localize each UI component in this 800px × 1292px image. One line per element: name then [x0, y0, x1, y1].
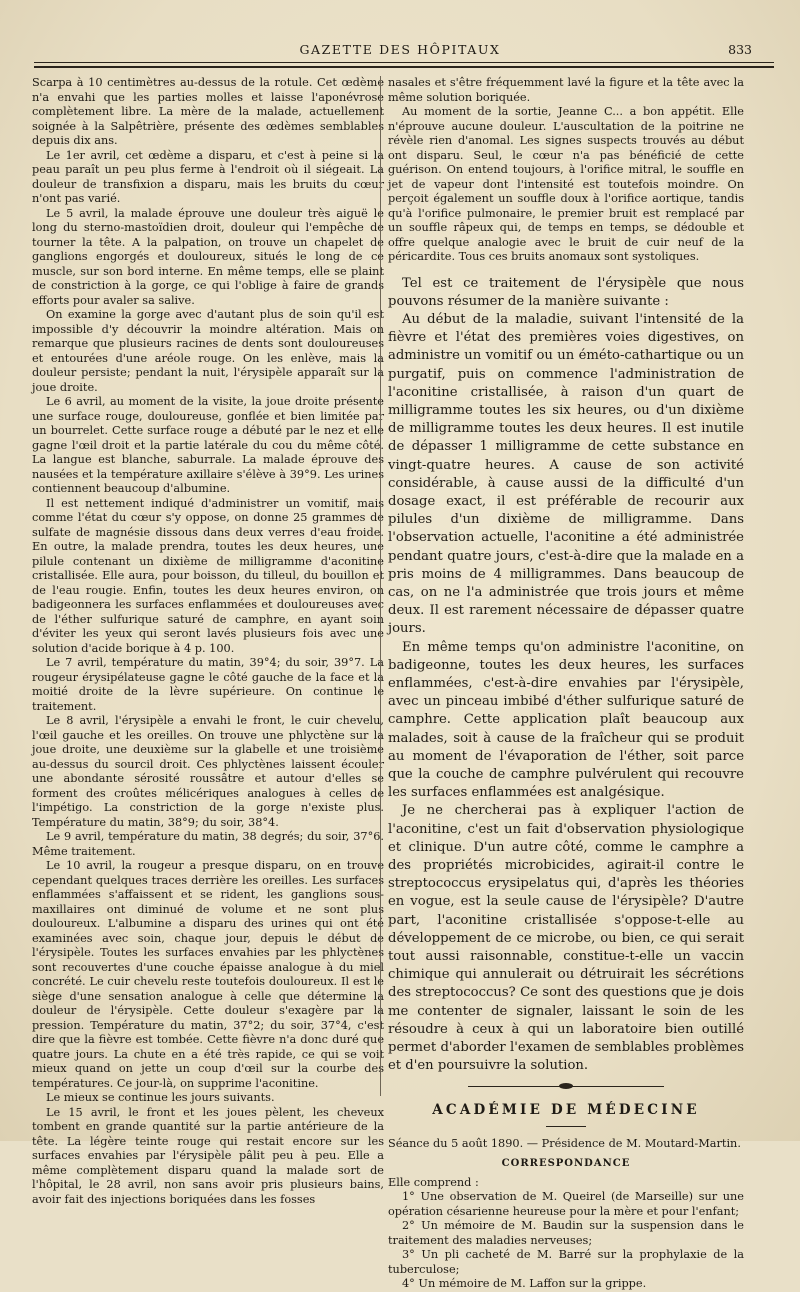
correspondence-item: 2° Un mémoire de M. Baudin sur la suspension dans le traitement des maladies nerveuses; — [388, 1219, 744, 1247]
section-ornament — [388, 1083, 744, 1091]
column-divider — [380, 76, 381, 1096]
paragraph: Je ne chercherai pas à expliquer l'action de l'aconitine, c'est un fait d'observation physiologique et clinique. D'un autre côté, comme le camphre a des propriétés microbicides, agirait-il contre le streptococcus erysipelatus qui, d'après les théories en vogue, est la seule cause de l'érysipèle? D'autre part, l'aconitine cristallisée s'oppose-t-elle au développement de ce microbe, ou bien, ce qui serait tout aussi raisonnable, constitue-t-elle un vaccin chimique qui annulerait ou détruirait les sécrétions des streptococcus? Ce sont des questions que je dois me contenter de signaler, laissant le soin de les résoudre à ceux à qui un laboratoire bien outillé permet d'aborder l'examen de semblables problèmes et d'en poursuivre la solution. — [388, 803, 744, 1074]
paragraph: Scarpa à 10 centimètres au-dessus de la rotule. Cet œdème n'a envahi que les parties molles et laisse l'aponévrose complètement libre. La mère de la malade, actuellement soignée à la Salpêtrière, présente des œdèmes semblables depuis dix ans. — [32, 76, 384, 147]
paragraph: Le mieux se continue les jours suivants. — [46, 1091, 275, 1104]
treatment-summary — [388, 275, 744, 1076]
journal-title: GAZETTE DES HÔPITAUX — [299, 42, 501, 57]
paragraph: Le 7 avril, température du matin, 39°4; du soir, 39°7. La rougeur érysipélateuse gagne le côté gauche de la face et la moitié droite de la lèvre supérieure. On continue le traitement. — [32, 656, 384, 713]
paragraph: Le 10 avril, la rougeur a presque disparu, on en trouve cependant quelques traces derrière les oreilles. Les surfaces enflammées s'affaissent et se rident, les ganglions sous-maxillaires ont diminué de volume et ne sont plus douloureux. L'albumine a disparu des urines qui ont été examinées avec soin, chaque jour, depuis le début de l'érysipèle. Toutes les surfaces envahies par les phlyctènes sont recouvertes d'une couche épaisse analogue à du miel concrété. Le cuir chevelu reste toutefois douloureux. Il est le siège d'une sensation analogue à celle que détermine la douleur de l'érysipèle. Cette douleur s'exagère par la pression. Température du matin, 37°2; du soir, 37°4, c'est dire que la fièvre est tombée. Cette fièvre n'a donc duré que quatre jours. La chute en a été très rapide, ce qui se voit mieux quand on jette un coup d'œil sur la courbe des températures. Ce jour-là, on supprime l'aconitine. — [32, 859, 384, 1090]
paragraph: Il est nettement indiqué d'administrer un vomitif, mais comme l'état du cœur s'y oppose, on donne 25 grammes de sulfate de magnésie dissous dans deux verres d'eau froide. En outre, la malade prendra, toutes les deux heures, une pilule contenant un dixième de milligramme d'aconitine cristallisée. Elle aura, pour boisson, du tilleul, du bouillon et de l'eau rougie. Enfin, toutes les deux heures environ, on badigeonnera les surfaces enflammées et douloureuses avec de l'éther sulfurique saturé de camphre, en ayant soin d'éviter les yeux qui seront lavés plusieurs fois avec une solution d'acide borique à 4 p. 100. — [32, 496, 384, 655]
paragraph: Le 15 avril, le front et les joues pèlent, les cheveux tombent en grande quantité sur la partie antérieure de la tête. La légère teinte rouge qui restait encore sur les surfaces envahies par l'érysipèle pâlit peu à peu. Elle a même complètement disparu quand la malade sort de l'hôpital, le 28 avril, non sans avoir pris plusieurs bains, avoir fait des injections boriquées dans les fosses — [32, 1105, 384, 1206]
paragraph: Le 5 avril, la malade éprouve une douleur très aiguë le long du sterno-mastoïdien droit, douleur qui l'empêche de tourner la tête. A la palpation, on trouve un chapelet de ganglions engorgés et douloureux, situés le long de ce muscle, sur son bord interne. En même temps, elle se plaint de constriction à la gorge, ce qui l'oblige à faire de grands efforts pour avaler sa salive. — [32, 206, 384, 307]
paragraph: En même temps qu'on administre l'aconitine, on badigeonne, toutes les deux heures, les surfaces enflammées, c'est-à-dire envahies par l'érysipèle, avec un pinceau imbibé d'éther sulfurique saturé de camphre. Cette application plaît beaucoup aux malades, soit à cause de la fraîcheur qui se produit au moment de l'évaporation de l'éther, soit parce que la couche de camphre pulvérulent qui recouvre les surfaces enflammées est analgésique. — [388, 639, 744, 801]
ornament-dot — [559, 1083, 573, 1089]
paragraph: Tel est ce traitement de l'érysipèle que nous pouvons résumer de la manière suivante : — [388, 275, 744, 309]
paragraph: Le 6 avril, au moment de la visite, la joue droite présente une surface rouge, douloureuse, gonflée et bien limitée par un bourrelet. Cette surface rouge a débuté par le nez et elle gagne l'œil droit et la partie latérale du cou du même côté. La langue est blanche, saburrale. La malade éprouve des nausées et la température axillaire s'élève à 39°9. Les urines contiennent beaucoup d'albumine. — [32, 395, 384, 495]
header-rule-thick — [34, 66, 774, 68]
page-header — [36, 38, 764, 60]
paragraph: On examine la gorge avec d'autant plus de soin qu'il est impossible d'y découvrir la moindre altération. Mais on remarque que plusieurs racines de dents sont douloureuses et entourées d'une aréole rouge. On les enlève, mais la douleur persiste; pendant la nuit, l'érysipèle apparaît sur la joue droite. — [32, 308, 384, 394]
paragraph: Au moment de la sortie, Jeanne C... a bon appétit. Elle n'éprouve aucune douleur. L'auscultation de la poitrine ne révèle rien d'anomal. Les signes suspects trouvés au début ont disparu. Seul, le cœur n'a pas bénéficié de cette guérison. On entend toujours, à l'orifice mitral, le souffle en jet de vapeur dont l'intensité est toutefois moindre. On perçoit également un souffle doux à l'orifice aortique, tandis qu'à l'orifice pulmonaire, le premier bruit est remplacé par un souffle râpeux qui, de temps en temps, se dédouble et offre quelque analogie avec le bruit de cuir neuf de la péricardite. Tous ces bruits anomaux sont systoliques. — [388, 105, 744, 263]
paragraph: Le 1er avril, cet œdème a disparu, et c'est à peine si la peau paraît un peu plus ferme à l'endroit où il siégeait. La douleur de transfixion a disparu, mais les bruits du cœur n'ont pas varié. — [32, 148, 384, 205]
session-line: Séance du 5 août 1890. — Présidence de M. Moutard-Martin. — [388, 1136, 741, 1150]
header-rule-thin — [34, 62, 774, 63]
correspondence-title: CORRESPONDANCE — [501, 1158, 631, 1170]
academy-rule — [546, 1126, 586, 1127]
page-number: 833 — [728, 42, 752, 57]
academy-title: ACADÉMIE DE MÉDECINE — [432, 1102, 700, 1119]
paragraph: Le 8 avril, l'érysipèle a envahi le front, le cuir chevelu, l'œil gauche et les oreilles. On trouve une phlyctène sur la joue droite, une deuxième sur la glabelle et une troisième au-dessus du sourcil droit. Ces phlyctènes laissent écouler une abondante sérosité roussâtre et autour d'elles se forment des croûtes mélicériques analogues à celles de l'impétigo. La constriction de la gorge n'existe plus. Température du matin, 38°9; du soir, 38°4. — [32, 714, 384, 829]
paragraph: Au début de la maladie, suivant l'intensité de la fièvre et l'état des premières voies digestives, on administre un vomitif ou un éméto-cathartique ou un purgatif, puis on commence l'administration de l'aconitine cristallisée, à raison d'un quart de milligramme toutes les six heures, ou d'un dixième de milligramme toutes les deux heures. Il est inutile de dépasser 1 milligramme de cette substance en vingt-quatre heures. A cause de son activité considérable, à cause aussi de la difficulté d'un dosage exact, il est préférable de recourir aux pilules d'un dixième de milligramme. Dans l'observation actuelle, l'aconitine a été administrée pendant quatre jours, c'est-à-dire que la malade en a pris moins de 4 milligrammes. Dans beaucoup de cas, on ne l'a administrée que trois jours et même deux. Il est rarement nécessaire de dépasser quatre jours. — [388, 311, 744, 637]
correspondence-item: 4° Un mémoire de M. Laffon sur la grippe. — [402, 1277, 647, 1291]
right-column — [388, 76, 744, 1292]
correspondence-item: 3° Un pli cacheté de M. Barré sur la prophylaxie de la tuberculose; — [388, 1248, 744, 1276]
left-column — [32, 76, 384, 1207]
paragraph: nasales et s'être fréquemment lavé la figure et la tête avec la même solution boriquée. — [388, 76, 744, 104]
correspondence-intro: Elle comprend : — [388, 1175, 479, 1189]
correspondence-item: 1° Une observation de M. Queirel (de Marseille) sur une opération césarienne heureuse pour la mère et pour l'enfant; — [388, 1190, 744, 1218]
paragraph: Le 9 avril, température du matin, 38 degrés; du soir, 37°6. Même traitement. — [32, 830, 384, 858]
